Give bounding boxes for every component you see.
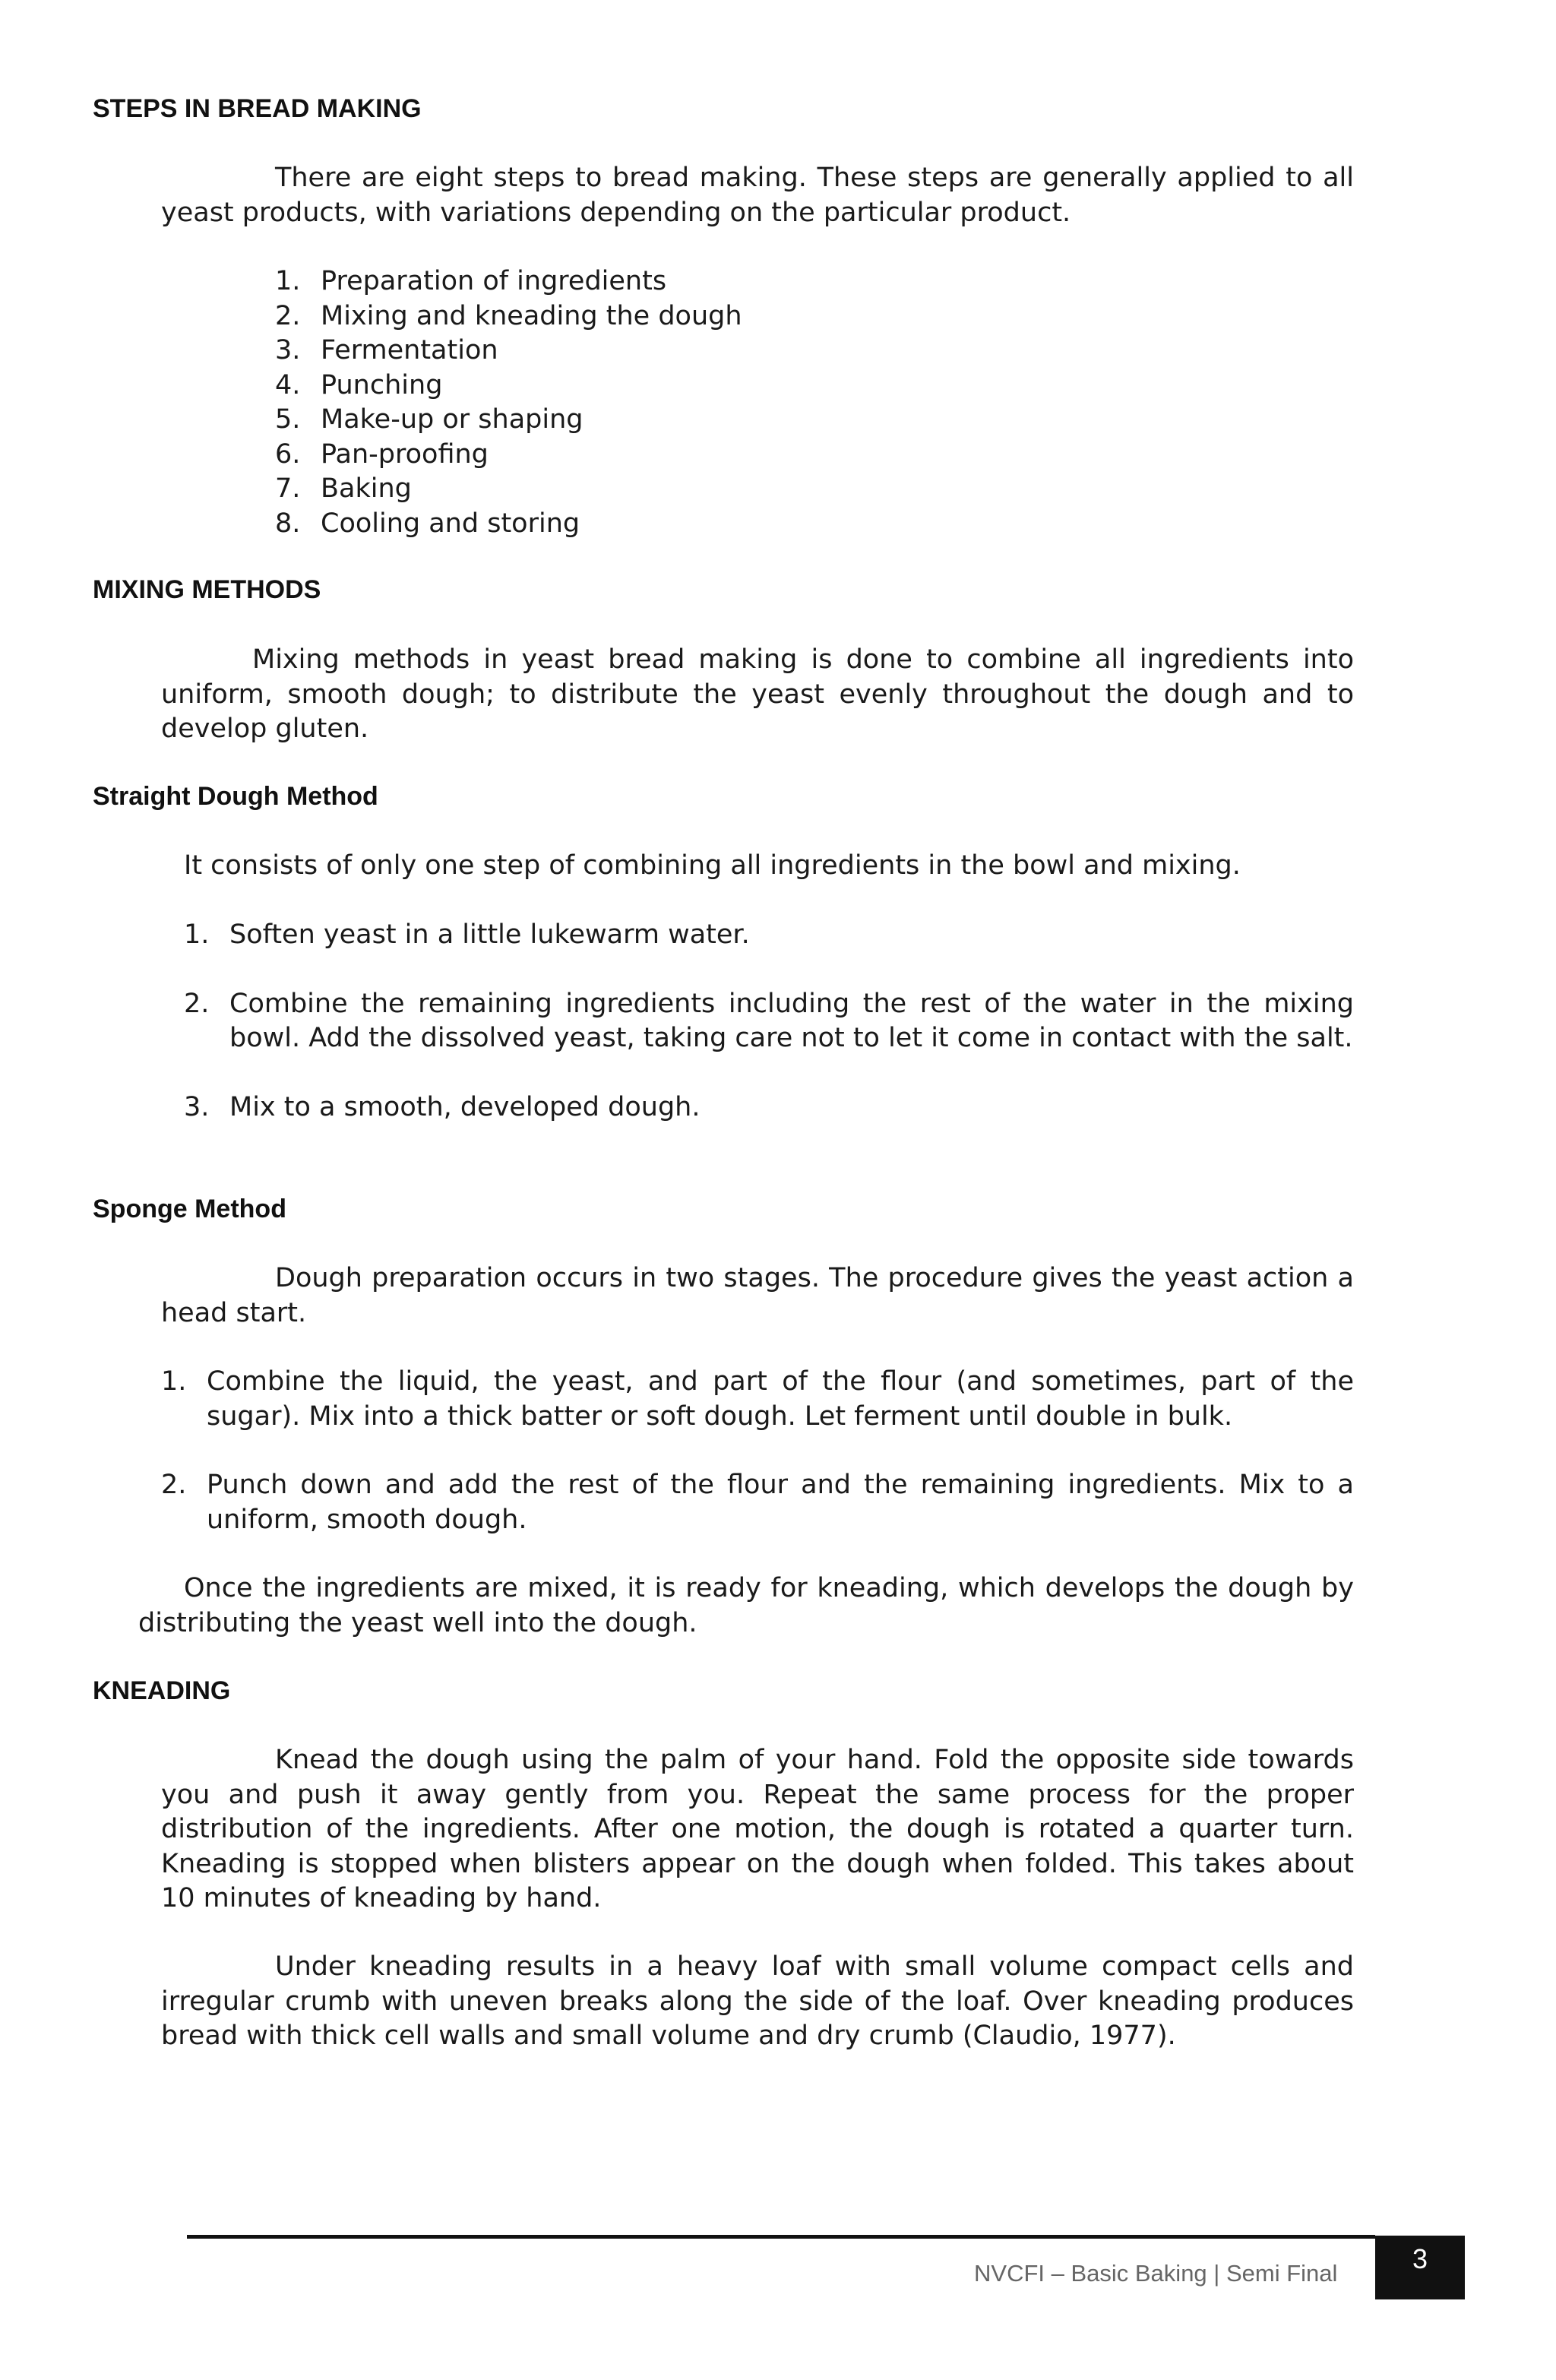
list-item: 2. Mixing and kneading the dough bbox=[275, 300, 742, 331]
list-item: 1. Soften yeast in a little lukewarm water. bbox=[184, 919, 750, 950]
kneading-paragraph-1: Knead the dough using the palm of your hand. Fold the opposite side towards you and push it away gently from you. Repeat the same process for the proper distribution of the ingredients. After one motion, the dough is rotated a quarter turn. Kneading is stopped when blisters appear on the dough when folded. This takes about 10 minutes of kneading by hand. bbox=[161, 1745, 1354, 1913]
list-item: 8. Cooling and storing bbox=[275, 508, 580, 539]
list-item: 6. Pan-proofing bbox=[275, 438, 489, 470]
mixing-intro: Mixing methods in yeast bread making is done to combine all ingredients into uniform, smooth dough; to distribute the yeast evenly throughout the dough and to develop gluten. bbox=[161, 644, 1354, 744]
list-item: 5. Make-up or shaping bbox=[275, 404, 584, 435]
section-heading-kneading: KNEADING bbox=[93, 1676, 231, 1705]
kneading-paragraph-2: Under kneading results in a heavy loaf with small volume compact cells and irregular crumb with uneven breaks along the side of the loaf. Over kneading produces bread with thick cell walls and small volume and dry crumb (Claudio, 1977). bbox=[161, 1951, 1354, 2051]
footer-rule bbox=[187, 2235, 1375, 2239]
list-item: 2. Punch down and add the rest of the flour and the remaining ingredients. Mix to a uniform, smooth dough. bbox=[161, 1470, 1354, 1535]
list-item: 3. Fermentation bbox=[275, 335, 498, 366]
list-item: 1. Combine the liquid, the yeast, and part of the flour (and sometimes, part of the sugar). Mix into a thick batter or soft dough. Let ferment until double in bulk. bbox=[161, 1366, 1354, 1432]
list-item: 4. Punching bbox=[275, 369, 443, 400]
page-number: 3 bbox=[1375, 2236, 1465, 2299]
list-item: 2. Combine the remaining ingredients including the rest of the water in the mixing bowl. Add the dissolved yeast, taking care not to let it come in contact with the salt. bbox=[184, 988, 1354, 1053]
footer-title: NVCFI – Basic Baking | Semi Final bbox=[974, 2260, 1338, 2287]
steps-intro: There are eight steps to bread making. These steps are generally applied to all yeast products, with variations depending on the particular product. bbox=[161, 163, 1354, 228]
list-item: 3. Mix to a smooth, developed dough. bbox=[184, 1091, 701, 1122]
sponge-steps-list bbox=[161, 1365, 1354, 1537]
section-heading-straight-dough: Straight Dough Method bbox=[93, 782, 378, 811]
straight-steps-list bbox=[184, 918, 1354, 1125]
list-item: 7. Baking bbox=[275, 473, 412, 504]
sponge-intro: Dough preparation occurs in two stages. The procedure gives the yeast action a head start. bbox=[161, 1263, 1354, 1328]
straight-intro: It consists of only one step of combining all ingredients in the bowl and mixing. bbox=[184, 850, 1241, 881]
steps-list bbox=[275, 264, 883, 541]
list-item: 1. Preparation of ingredients bbox=[275, 266, 667, 296]
section-heading-mixing: MIXING METHODS bbox=[93, 575, 321, 604]
section-heading-sponge: Sponge Method bbox=[93, 1195, 286, 1223]
section-heading-steps: STEPS IN BREAD MAKING bbox=[93, 94, 422, 123]
sponge-outro: Once the ingredients are mixed, it is ready for kneading, which develops the dough by distributing the yeast well into the dough. bbox=[138, 1573, 1354, 1638]
